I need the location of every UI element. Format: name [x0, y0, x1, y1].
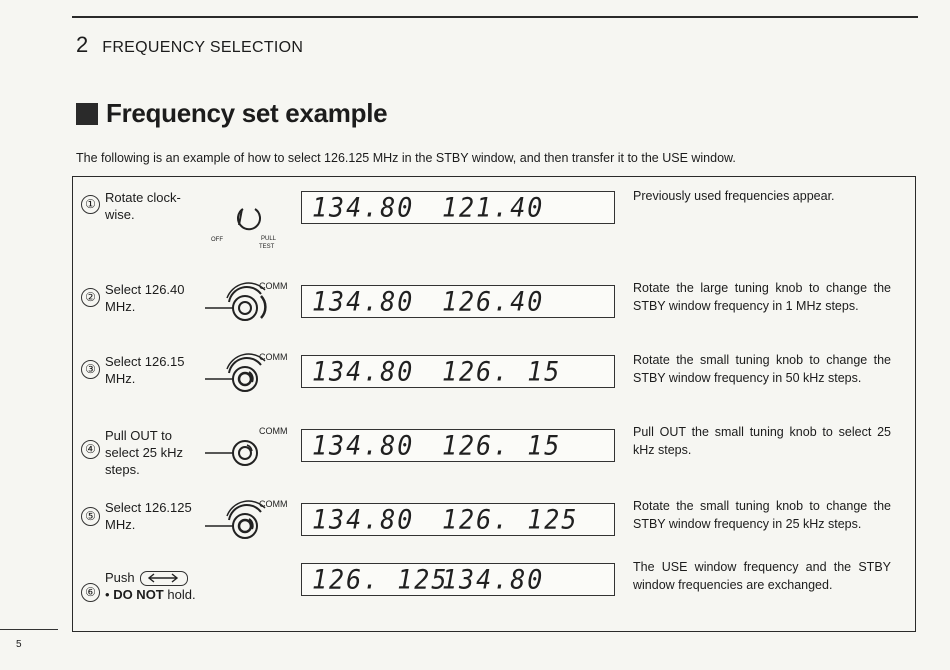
- stby-frequency: 126. 125: [442, 504, 579, 535]
- stby-frequency: 126. 15: [442, 356, 562, 387]
- frequency-display: [301, 563, 615, 596]
- test-label: TEST: [259, 244, 275, 250]
- frequency-display: [301, 191, 615, 224]
- stby-frequency: 134.80: [442, 564, 545, 595]
- chapter-number: 2: [76, 32, 89, 57]
- off-label: OFF: [211, 237, 223, 243]
- example-frame: [72, 176, 916, 632]
- section-title: Frequency set example: [106, 98, 388, 128]
- frequency-display: [301, 285, 615, 318]
- step-instruction: [105, 569, 265, 603]
- step-number: ④: [81, 440, 100, 459]
- step-number: ③: [81, 360, 100, 379]
- page-number: 5: [16, 639, 22, 650]
- step-instruction: Rotate clock- wise.: [105, 190, 181, 222]
- use-frequency: 134.80: [312, 192, 415, 223]
- step-instruction: Select 126.125 MHz.: [105, 500, 192, 532]
- intro-text: The following is an example of how to select 126.125 MHz in the STBY window, and then transfer it to the USE window.: [76, 151, 736, 165]
- step-description: Rotate the small tuning knob to change the STBY window frequency in 25 kHz steps.: [633, 499, 891, 531]
- power-knob-icon[interactable]: [203, 195, 303, 255]
- step-instruction: Pull OUT to select 25 kHz steps.: [105, 428, 184, 477]
- step-description: Pull OUT the small tuning knob to select 25 kHz steps.: [633, 425, 891, 457]
- use-frequency: 134.80: [312, 286, 415, 317]
- use-frequency: 126. 125: [312, 564, 449, 595]
- use-frequency: 134.80: [312, 430, 415, 461]
- pull-knob-icon[interactable]: [203, 421, 303, 481]
- section-heading: [76, 98, 387, 129]
- stby-frequency: 126. 15: [442, 430, 562, 461]
- double-arrow-icon: [146, 573, 180, 583]
- pull-label: PULL: [261, 236, 277, 242]
- square-bullet-icon: [76, 103, 98, 125]
- frequency-display: [301, 429, 615, 462]
- transfer-key-button[interactable]: [140, 571, 188, 586]
- chapter-header: [76, 32, 303, 58]
- step-description: Previously used frequencies appear.: [633, 189, 835, 203]
- small-tuning-knob-icon[interactable]: [203, 492, 303, 552]
- comm-label: COMM: [259, 426, 288, 436]
- use-frequency: 134.80: [312, 504, 415, 535]
- frequency-display: [301, 355, 615, 388]
- step-number: ①: [81, 195, 100, 214]
- step-instruction: Select 126.15 MHz.: [105, 354, 185, 386]
- warning-text: • DO NOT hold.: [105, 587, 196, 603]
- stby-frequency: 126.40: [442, 286, 545, 317]
- stby-frequency: 121.40: [442, 192, 545, 223]
- comm-label: COMM: [259, 281, 288, 291]
- frequency-display: [301, 503, 615, 536]
- comm-label: COMM: [259, 499, 288, 509]
- comm-label: COMM: [259, 352, 288, 362]
- footer-rule: [0, 629, 58, 630]
- step-description: The USE window frequency and the STBY window frequencies are exchanged.: [633, 560, 891, 592]
- step-instruction: Select 126.40 MHz.: [105, 282, 185, 314]
- large-tuning-knob-icon[interactable]: [203, 274, 303, 334]
- step-description: Rotate the large tuning knob to change the STBY window frequency in 1 MHz steps.: [633, 281, 891, 313]
- step-number: ⑥: [81, 583, 100, 602]
- step-number: ②: [81, 288, 100, 307]
- step-number: ⑤: [81, 507, 100, 526]
- use-frequency: 134.80: [312, 356, 415, 387]
- header-rule: [72, 16, 918, 18]
- small-tuning-knob-icon[interactable]: [203, 345, 303, 405]
- step-description: Rotate the small tuning knob to change the STBY window frequency in 50 kHz steps.: [633, 353, 891, 385]
- push-label: Push: [105, 570, 135, 585]
- chapter-title: FREQUENCY SELECTION: [102, 39, 304, 56]
